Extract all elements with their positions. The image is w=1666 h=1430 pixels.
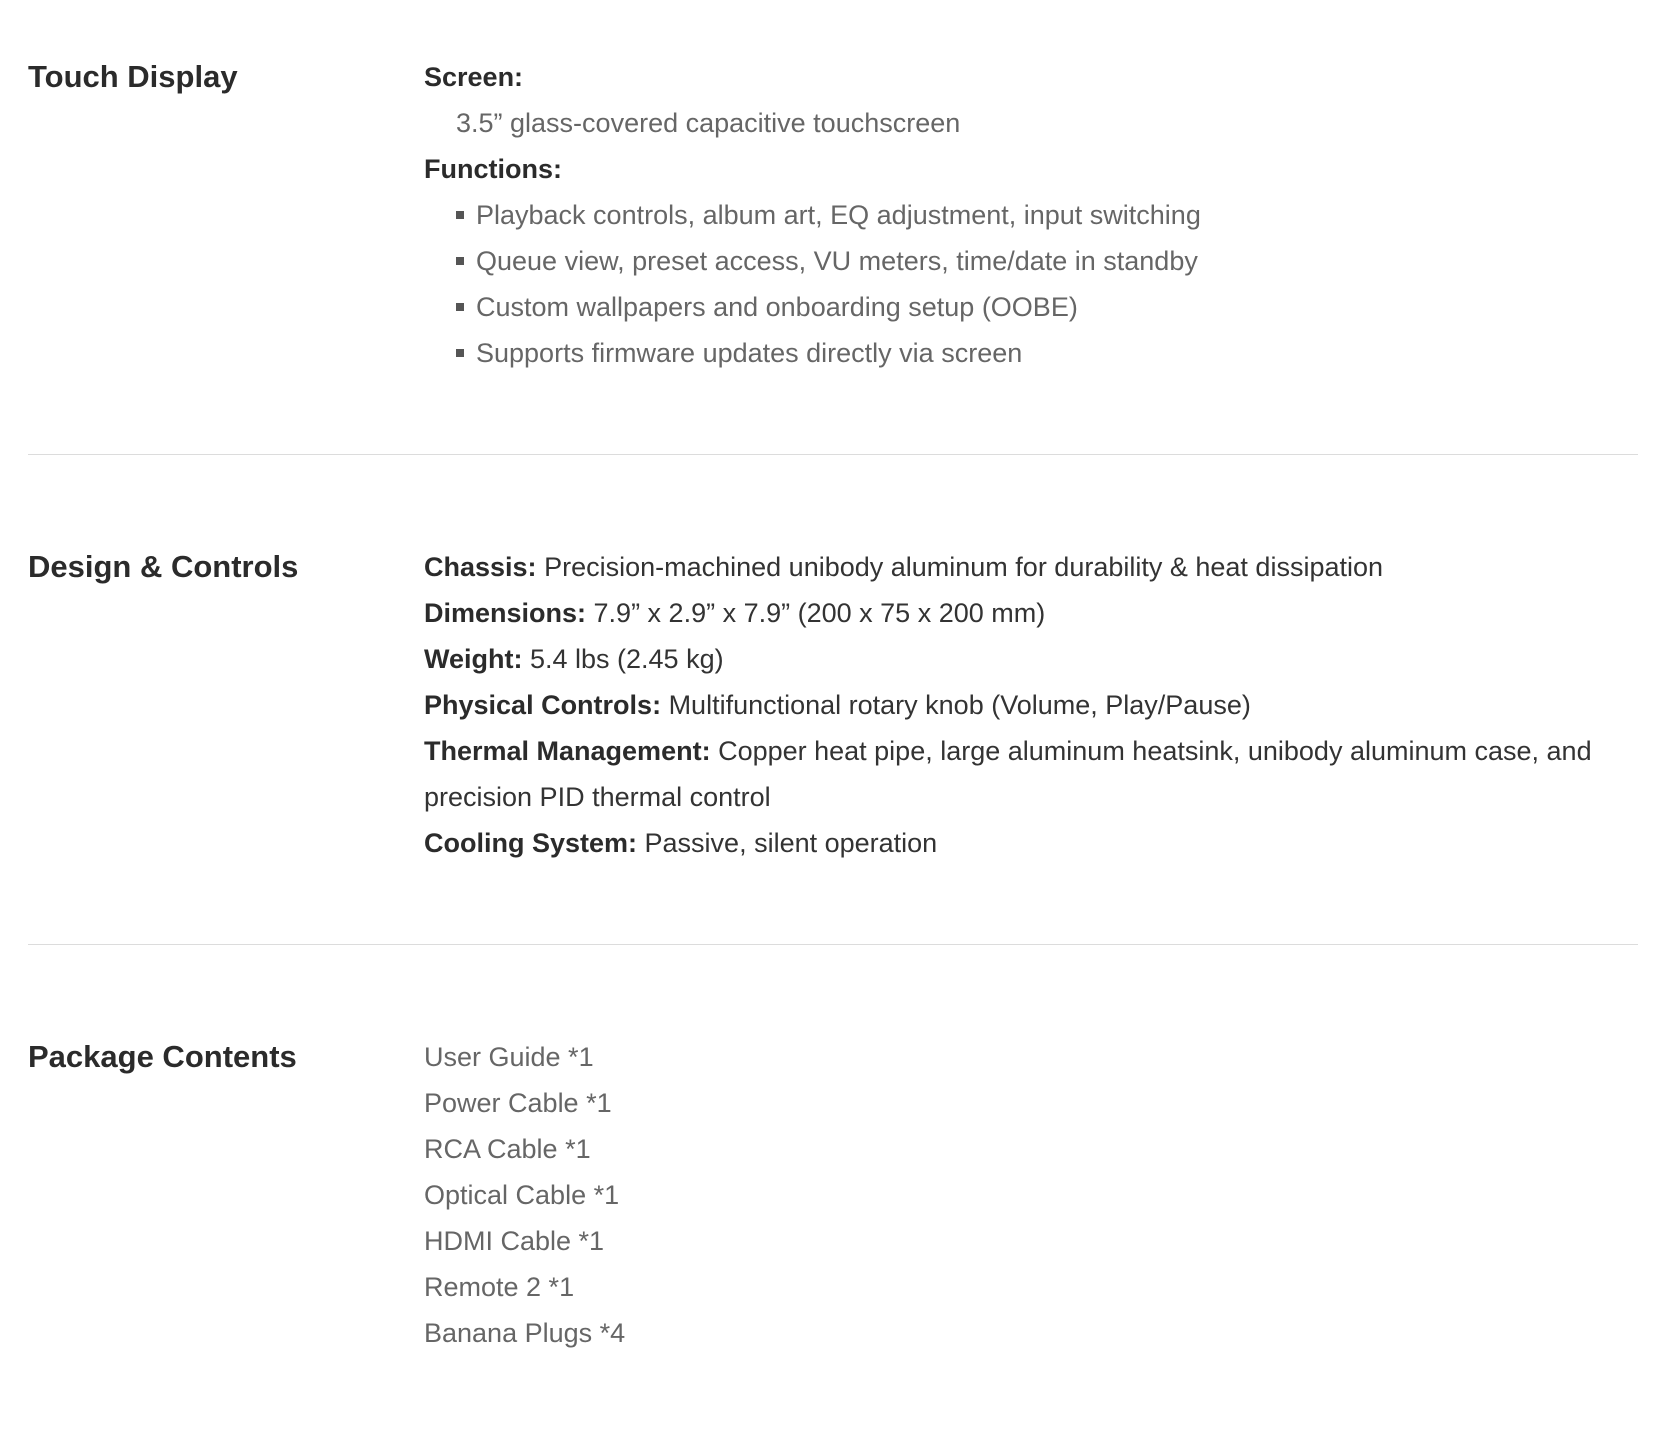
- spec-label: Weight:: [424, 644, 523, 674]
- spec-label: Thermal Management:: [424, 736, 711, 766]
- screen-label: Screen:: [424, 62, 524, 92]
- list-item: [456, 284, 1638, 330]
- list-item: [456, 330, 1638, 376]
- touch-display-section: [28, 54, 1638, 376]
- section-divider: [28, 454, 1638, 455]
- spec-value: Passive, silent operation: [637, 828, 938, 858]
- section-divider: [28, 944, 1638, 945]
- list-item: HDMI Cable *1: [424, 1226, 605, 1256]
- list-item: [456, 238, 1638, 284]
- square-bullet-icon: [456, 349, 464, 357]
- section-title-package-contents: Package Contents: [28, 1039, 297, 1074]
- functions-label: Functions:: [424, 154, 562, 184]
- spec-value: Precision-machined unibody aluminum for durability & heat dissipation: [536, 552, 1384, 582]
- function-text: Playback controls, album art, EQ adjustment, input switching: [476, 200, 1201, 230]
- spec-value: Multifunctional rotary knob (Volume, Play/Pause): [661, 690, 1251, 720]
- section-title-design-controls: Design & Controls: [28, 549, 299, 584]
- spec-chassis: [424, 544, 1638, 590]
- spec-weight: [424, 636, 1638, 682]
- touch-display-body: [424, 54, 1638, 376]
- section-title-touch-display: Touch Display: [28, 59, 238, 94]
- spec-cooling-system: [424, 820, 1638, 866]
- list-item: Remote 2 *1: [424, 1272, 575, 1302]
- spec-label: Dimensions:: [424, 598, 587, 628]
- spec-label: Physical Controls:: [424, 690, 662, 720]
- package-contents-section: [28, 1034, 1638, 1356]
- list-item: RCA Cable *1: [424, 1134, 591, 1164]
- list-item: [456, 192, 1638, 238]
- screen-value: 3.5” glass-covered capacitive touchscreen: [456, 108, 961, 138]
- function-text: Queue view, preset access, VU meters, time/date in standby: [476, 246, 1198, 276]
- spec-value: 7.9” x 2.9” x 7.9” (200 x 75 x 200 mm): [586, 598, 1046, 628]
- package-contents-body: [424, 1034, 1638, 1356]
- spec-value: 5.4 lbs (2.45 kg): [522, 644, 724, 674]
- package-list: [424, 1034, 1638, 1356]
- spec-label: Chassis:: [424, 552, 537, 582]
- list-item: User Guide *1: [424, 1042, 594, 1072]
- spec-label: Cooling System:: [424, 828, 638, 858]
- spec-thermal-management: [424, 728, 1638, 820]
- function-text: Custom wallpapers and onboarding setup (OOBE): [476, 292, 1078, 322]
- functions-list: [424, 192, 1638, 376]
- list-item: Optical Cable *1: [424, 1180, 620, 1210]
- square-bullet-icon: [456, 257, 464, 265]
- spec-page: [28, 0, 1638, 1356]
- square-bullet-icon: [456, 211, 464, 219]
- spec-dimensions: [424, 590, 1638, 636]
- list-item: Power Cable *1: [424, 1088, 612, 1118]
- design-controls-section: [28, 544, 1638, 866]
- square-bullet-icon: [456, 303, 464, 311]
- list-item: Banana Plugs *4: [424, 1318, 626, 1348]
- function-text: Supports firmware updates directly via screen: [476, 338, 1023, 368]
- spec-value: Copper heat pipe, large aluminum heatsink, unibody aluminum case, and precision PID thermal control: [424, 736, 1592, 812]
- spec-physical-controls: [424, 682, 1638, 728]
- design-controls-body: [424, 544, 1638, 866]
